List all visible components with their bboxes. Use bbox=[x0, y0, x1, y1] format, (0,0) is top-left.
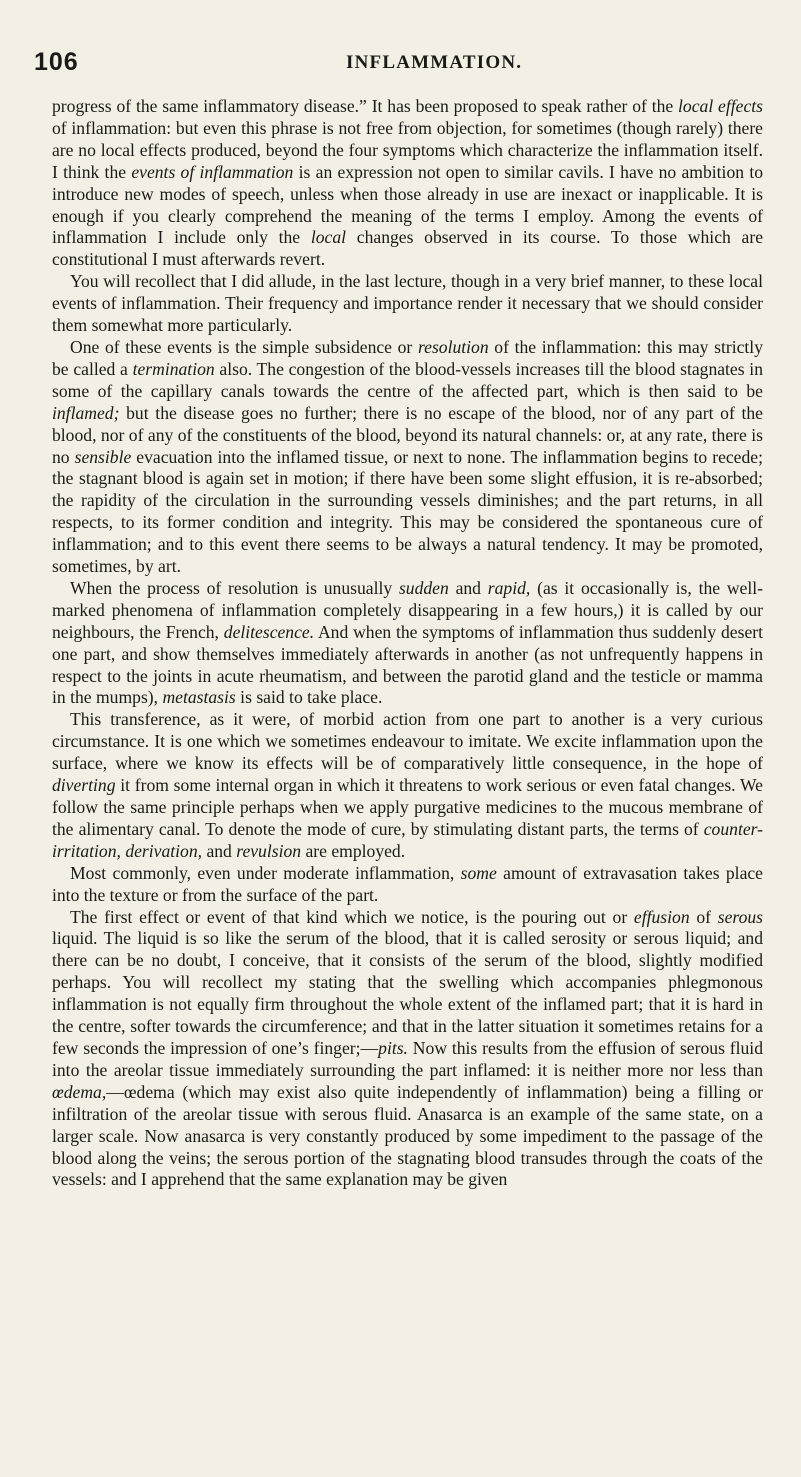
text-run: amount of extravasation takes place into the texture or from the surface of the part. bbox=[52, 862, 763, 905]
italic-run: counter-irritation, derivation, bbox=[52, 818, 763, 861]
text-run: but the disease goes no further; there is no escape of the blood, nor of any part of the blood, nor of any of the constituents of the blood, beyond its natural channels: or, at any rate, there is no bbox=[52, 402, 763, 467]
italic-run: pits. bbox=[378, 1037, 408, 1058]
text-run: is said to take place. bbox=[235, 687, 383, 708]
running-head: INFLAMMATION. bbox=[346, 52, 523, 73]
italic-run: rapid, bbox=[487, 577, 531, 598]
text-run: Most commonly, even under moderate inflammation, bbox=[70, 862, 461, 883]
text-run: This transference, as it were, of morbid action from one part to another is a very curious circumstance. It is one which we sometimes endeavour to imitate. We excite inflammation upon the surface, where we know its effects will be of comparatively little consequence, in the hope of bbox=[52, 709, 763, 774]
paragraph bbox=[52, 96, 763, 271]
text-run: changes observed in its course. To those which are constitutional I must afterwards revert. bbox=[52, 227, 764, 270]
italic-run: sudden bbox=[398, 577, 449, 598]
text-run: and bbox=[448, 577, 488, 598]
italic-run: œdema, bbox=[52, 1081, 107, 1102]
paragraph bbox=[52, 337, 763, 578]
text-run: You will recollect that I did allude, in the last lecture, though in a very brief manner, to these local events of inflammation. Their frequency and importance render it necessary that we should consider them somewhat more particularly. bbox=[52, 271, 763, 336]
paragraph bbox=[52, 271, 763, 337]
text-run: The first effect or event of that kind which we notice, is the pouring out or bbox=[70, 906, 634, 927]
text-run: progress of the same inflammatory disease.” It has been proposed to speak rather of the bbox=[52, 96, 679, 116]
italic-run: metastasis bbox=[162, 687, 236, 708]
paragraph bbox=[52, 863, 763, 907]
italic-run: sensible bbox=[74, 446, 132, 467]
italic-run: local bbox=[310, 227, 347, 248]
text-run: evacuation into the inflamed tissue, or next to none. The inflammation begins to recede; the stagnant blood is again set in motion; if there have been some slight effusion, it is re-absorbed; the rapidity of the circulation in the surrounding vessels diminishes; and the part returns, in all respects, to its former condition and integrity. This may be considered the spontaneous cure of inflammation; and to this event there seems to be always a natural tendency. It may be promoted, sometimes, by art. bbox=[52, 446, 763, 577]
text-run: of the inflammation: this may strictly be called a bbox=[52, 336, 763, 379]
text-run: of bbox=[689, 906, 718, 927]
italic-run: serous bbox=[717, 906, 764, 927]
italic-run: inflamed; bbox=[52, 402, 120, 423]
text-run: And when the symptoms of inflammation thus suddenly desert one part, and show themselves immediately afterwards in another (as not unfrequently happens in respect to the joints in acute rheumatism, and between the parotid gland and the testicle or mamma in the mumps), bbox=[52, 621, 763, 708]
page-number: 106 bbox=[34, 48, 79, 76]
italic-run: local effects bbox=[678, 96, 763, 116]
body-text bbox=[52, 96, 763, 1191]
paragraph bbox=[52, 907, 763, 1192]
italic-run: diverting bbox=[52, 775, 116, 796]
italic-run: effusion bbox=[633, 906, 690, 927]
text-run: One of these events is the simple subsidence or bbox=[70, 336, 418, 357]
italic-run: termination bbox=[132, 358, 215, 379]
page-header bbox=[34, 48, 764, 88]
text-run: (as it occasionally is, the well-marked phenomena of inflammation completely disappearing in a few hours,) it is called by our neighbours, the French, bbox=[52, 577, 764, 642]
paragraph bbox=[52, 709, 763, 862]
text-run: liquid. The liquid is so like the serum of the blood, that it is called serosity or serous liquid; and there can be no doubt, I conceive, that it consists of the serum of the blood, slightly modified perhaps. You will recollect my stating that the swelling which accompanies phlegmonous inflammation is not equally firm throughout the whole extent of the inflamed part; that it is hard in the centre, softer towards the circumference; and that in the latter situation it sometimes retains for a few seconds the impression of one’s finger;— bbox=[52, 928, 763, 1058]
italic-run: some bbox=[460, 862, 497, 883]
text-run: it from some internal organ in which it threatens to work serious or even fatal changes. We follow the same principle perhaps when we apply purgative medicines to the mucous membrane of the alimentary canal. To denote the mode of cure, by stimulating distant parts, the terms of bbox=[52, 775, 763, 839]
paragraph bbox=[52, 578, 763, 709]
italic-run: delitescence. bbox=[223, 621, 315, 642]
text-run: —œdema (which may exist also quite independently of inflammation) being a filling or infiltration of the areolar tissue with serous fluid. Anasarca is an example of the same state, on a larger scale. Now anasarca is very constantly produced by some impediment to the passage of the blood along the veins; the serous portion of the stagnating blood transudes through the coats of the vessels: and I apprehend that the same explanation may be given bbox=[52, 1081, 763, 1190]
italic-run: resolution bbox=[417, 336, 489, 357]
text-run: and bbox=[202, 840, 237, 861]
text-run: is an expression not open to similar cavils. I have no ambition to introduce new modes of speech, unless when those already in use are inexact or inapplicable. It is enough if you clearly comprehend the meaning of the terms I employ. Among the events of inflammation I include only the bbox=[52, 161, 763, 248]
text-run: also. The congestion of the blood-vessels increases till the blood stagnates in some of the capillary canals towards the centre of the affected part, which is then said to be bbox=[52, 358, 763, 401]
text-run: Now this results from the effusion of serous fluid into the areolar tissue immediately surrounding the part inflamed: it is neither more nor less than bbox=[52, 1037, 763, 1080]
text-run: are employed. bbox=[301, 840, 406, 861]
text-run: When the process of resolution is unusually bbox=[70, 577, 399, 598]
italic-run: revulsion bbox=[236, 840, 302, 861]
italic-run: events of inflammation bbox=[131, 161, 294, 182]
text-run: of inflammation: but even this phrase is not free from objection, for sometimes (though rarely) there are no local effects produced, beyond the four symptoms which characterize the inflammation itself. I think the bbox=[52, 117, 763, 182]
